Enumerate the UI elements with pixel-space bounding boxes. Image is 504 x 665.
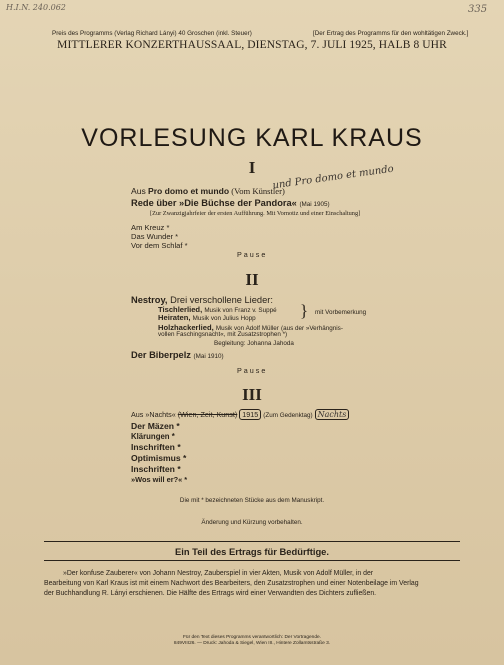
section1-line2: Rede über »Die Büchse der Pandora« (Mai 1905) [131,198,330,208]
section1-item-2: Das Wunder * [131,232,179,241]
section-numeral-1: I [248,158,256,177]
imprint-line-2: 849VIII26. — Druck: Jahoda & Siegel, Wien III., Hintere Zollamtsstraße 3. [173,641,331,646]
charity-line: Ein Teil des Ertrags für Bedürftige. [174,546,330,557]
rule-top [44,541,460,542]
archive-shelfmark: H.I.N. 240.062 [6,3,66,12]
announcement-line-2: Bearbeitung von Karl Kraus ist mit einem Nachwort des Bearbeiters, den Zusatzstrophen und einer Notenbeilage im Verlag [44,580,419,587]
section1-item-1: Am Kreuz * [131,223,170,232]
section1-item-3: Vor dem Schlaf * [131,241,188,250]
song-3-extra: vollen Faschingsnacht«, mit Zusatzstrophen *) [158,331,288,338]
imprint-line-1: Für den Text dieses Programms verantwortlich: Der Vortragende. [182,635,321,640]
section3-item-1: Der Mäzen * [131,421,180,431]
page-title: VORLESUNG KARL KRAUS [81,124,423,152]
manuscript-note: Die mit * bezeichneten Stücke aus dem Manuskript. [179,497,325,504]
section3-item-3: Inschriften * [131,442,181,452]
section3-item-4: Optimismus * [131,453,187,463]
section2-pause: Pause [237,366,268,375]
proceeds-note: [Der Ertrag des Programms für den wohltätigen Zweck.] [313,30,469,37]
section2-intro: Nestroy, Drei verschollene Lieder: [131,295,273,305]
accompaniment: Begleitung: Johanna Jahoda [214,340,294,347]
section3-item-2: Klärungen * [131,432,175,441]
section3-item-6: »Wos will er?« * [131,475,188,484]
biberpelz: Der Biberpelz (Mai 1910) [131,350,224,360]
section-numeral-2: II [245,270,259,289]
handwritten-insert: und Pro domo et mundo [271,163,395,192]
announcement-line-3: der Buchhandlung R. Lányi erschienen. Die Hälfte des Ertrags wird einer Verwandten des Dichters zufließen. [44,590,377,597]
announcement-line-1: »Der konfuse Zauberer« von Johann Nestroy, Zauberspiel in vier Akten, Musik von Adolf Müller, in der [63,570,374,577]
venue-line: MITTLERER KONZERTHAUSSAAL, DIENSTAG, 7. JULI 1925, HALB 8 UHR [57,39,447,51]
section1-pause: Pause [237,250,268,259]
changes-note: Änderung und Kürzung vorbehalten. [201,519,303,526]
section1-line1: Aus Pro domo et mundo (Vom Künstler) [131,186,285,196]
section-numeral-3: III [242,385,262,404]
song-3: Holzhackerlied, Musik von Adolf Müller (aus der »Verhängnis- [158,323,343,332]
song-2: Heiraten, Musik von Julius Hopp [158,313,256,322]
song-brace: } [300,301,309,320]
section1-line3: [Zur Zwanzigjahrfeier der ersten Aufführung. Mit Vornotiz und einer Einschaltung] [150,210,361,217]
song-1: Tischlerlied, Musik von Franz v. Suppé [158,305,277,314]
section3-item-5: Inschriften * [131,464,181,474]
section3-line1: Aus »Nachts« (Wien, Zeit, Kunst) 1915 (Zum Gedenktag) Nachts [131,410,349,419]
song-note: mit Vorbemerkung [315,309,367,316]
price-note: Preis des Programms (Verlag Richard Lányi) 40 Groschen (inkl. Steuer) [52,30,252,37]
archive-page-number: 335 [468,4,488,15]
rule-bottom [44,560,460,561]
